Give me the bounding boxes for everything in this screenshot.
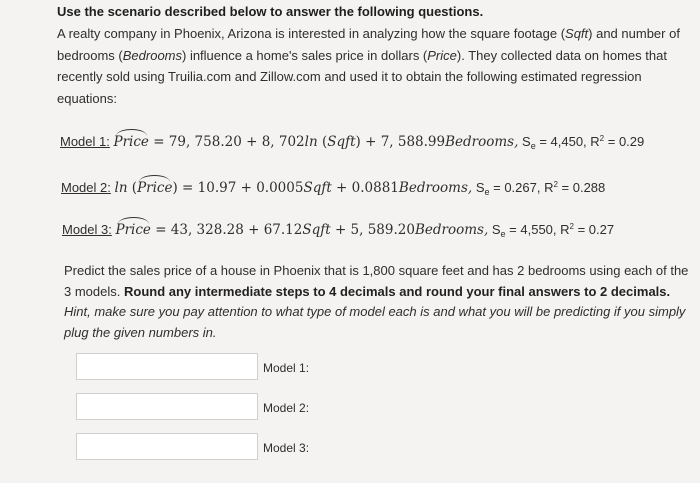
model-1-se-sub: e: [530, 141, 536, 151]
model-2-se-val: = 0.267, R: [489, 180, 554, 195]
scenario-paragraph: [57, 23, 693, 109]
question-heading: Use the scenario described below to answer the following questions.: [57, 4, 484, 19]
model-3-lhs: Price: [115, 222, 151, 238]
model-2-math: ln (Price) = 10.97 + 0.0005Sqft + 0.0881Bedrooms,: [114, 180, 473, 196]
model-1-ln: ln: [304, 134, 318, 150]
model-3-sqft: Sqft: [302, 222, 331, 238]
model-1-r2-val: = 0.29: [604, 134, 645, 149]
model-2-se-sub: e: [484, 187, 490, 197]
model-2-sqft: Sqft: [303, 180, 332, 196]
hint-text: Hint, make sure you pay attention to what type of model each is and what you will be predicting if you simply plug the given numbers in.: [64, 304, 686, 340]
model-3-bedrooms: Bedrooms,: [414, 222, 489, 238]
model-1-label: Model 1:: [60, 134, 110, 149]
model-1-sqft: Sqft: [327, 134, 356, 150]
scenario-text-4: ). They collected data on homes that recently sold using Truilia.com and Zillow.com and used it to obtain the following estimated regression equations:: [57, 47, 667, 106]
model-1-lhs: Price: [113, 134, 149, 150]
model-1-rhs-e: ) + 7, 588.99: [355, 134, 446, 150]
scenario-var-price: Price: [427, 47, 457, 63]
model-1-equation: [60, 134, 644, 151]
rounding-instruction: Round any intermediate steps to 4 decimals and round your final answers to 2 decimals.: [123, 283, 671, 299]
model-3-equation: [62, 222, 614, 239]
model-1-math: [114, 134, 519, 150]
model-3-se: [492, 222, 614, 237]
model-3-se-sub: e: [500, 229, 506, 239]
scenario-text-2: ) and number of bedrooms (: [57, 26, 680, 63]
model-2-equation: [61, 180, 605, 197]
model-3-answer-input[interactable]: [76, 433, 258, 460]
scenario-var-bedrooms: Bedrooms: [122, 47, 182, 63]
prediction-text: Predict the sales price of a house in Phoenix that is 1,800 square feet and has 2 bedrooms using each of the 3 models.: [64, 263, 689, 299]
model-1-rhs-a: = 79, 758.20 + 8, 702: [148, 134, 305, 150]
model-2-rhs-e: + 0.0881: [331, 180, 399, 196]
model-3-label: Model 3:: [62, 222, 112, 237]
model-3-se-val: = 4,550, R: [505, 222, 570, 237]
model-1-se: [522, 134, 644, 149]
model-2-ln: ln: [114, 180, 128, 196]
model-3-math: [116, 222, 489, 238]
scenario-text-1: A realty company in Phoenix, Arizona is interested in analyzing how the square footage (: [57, 26, 566, 41]
model-2-r2-sup: 2: [553, 180, 558, 189]
model-3-rhs-a: = 43, 328.28 + 67.12: [150, 222, 303, 238]
scenario-var-sqft: Sqft: [565, 26, 589, 41]
model-2-answer-input[interactable]: [76, 393, 258, 420]
model-1-r2-sup: 2: [599, 134, 605, 143]
model-1-bedrooms: Bedrooms,: [445, 134, 519, 150]
model-2-answer-label: Model 2:: [263, 401, 310, 415]
model-3-se-s: S: [491, 222, 501, 237]
model-1-rhs-c: (: [317, 134, 328, 150]
model-1-answer-input[interactable]: [76, 353, 258, 380]
prediction-instructions: [64, 261, 692, 343]
model-3-r2-sup: 2: [569, 222, 574, 231]
model-2-label: Model 2:: [61, 180, 111, 195]
model-2-se-s: S: [475, 180, 485, 195]
model-2-lhs: Price: [137, 180, 173, 196]
model-1-se-val: = 4,450, R: [535, 134, 600, 149]
model-2-bedrooms: Bedrooms,: [398, 180, 473, 196]
model-3-r2-val: = 0.27: [573, 222, 615, 237]
model-2-se: [476, 180, 605, 195]
model-3-answer-label: Model 3:: [263, 441, 310, 455]
model-1-se-s: S: [522, 134, 531, 149]
model-2-rhs-a: = 10.97 + 0.0005: [177, 180, 304, 196]
model-3-rhs-e: + 5, 589.20: [330, 222, 415, 238]
model-1-answer-label: Model 1:: [263, 361, 310, 375]
scenario-text-3: ) influence a home's sales price in dollars (: [182, 47, 428, 63]
model-2-r2-val: = 0.288: [557, 180, 606, 195]
